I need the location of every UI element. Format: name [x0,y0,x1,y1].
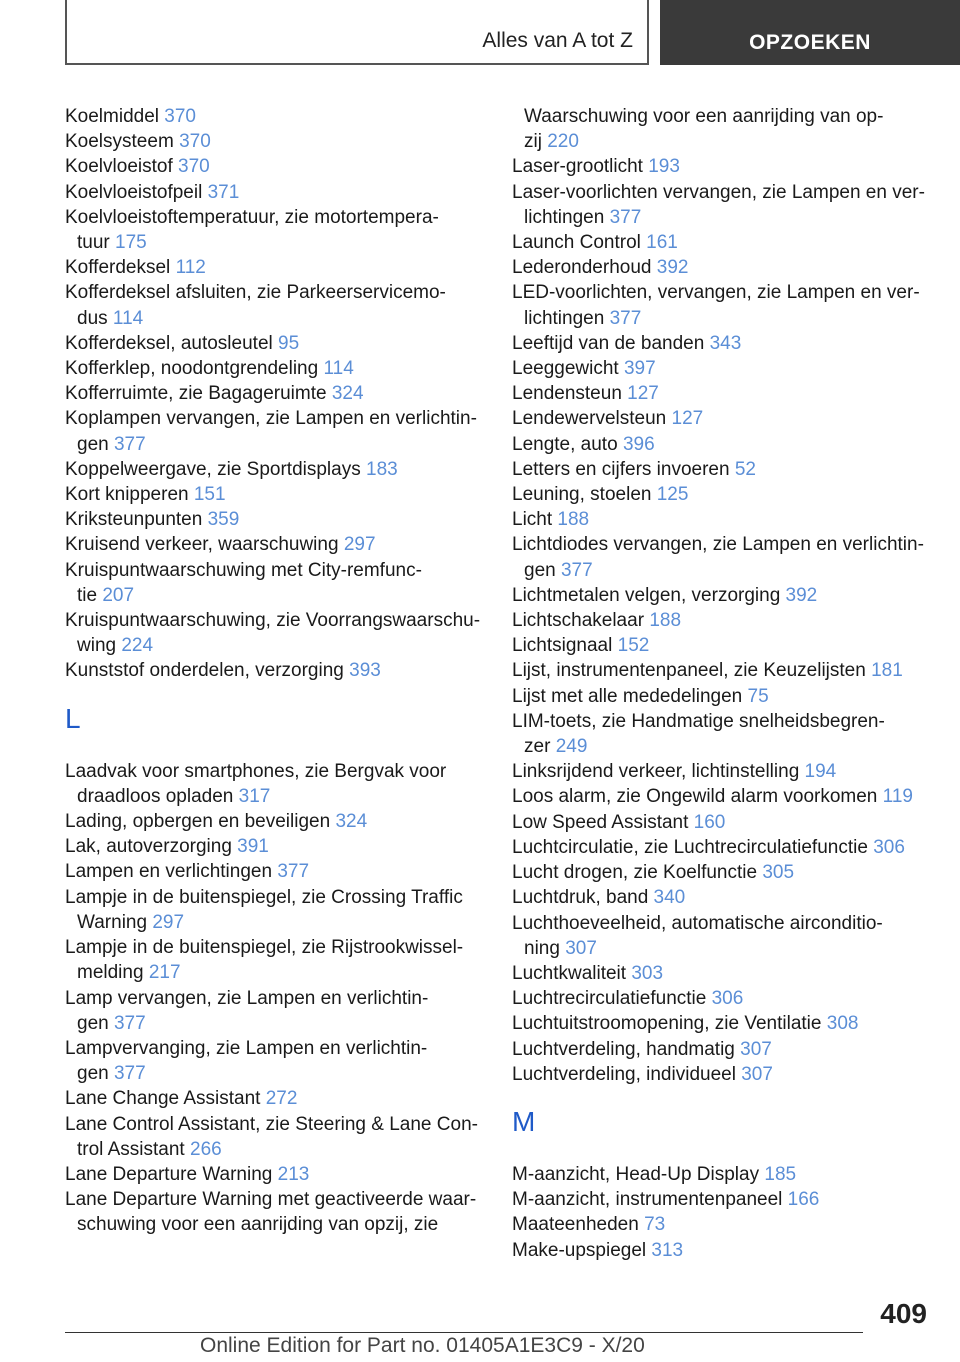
index-entry [512,406,932,431]
entry-continuation: dus [77,307,108,329]
index-entry [512,507,932,532]
entry-text: Lampje in de buitenspiegel, zie Crossing Traffic [65,886,463,908]
page-link[interactable]: 392 [785,584,818,606]
index-entry [65,356,485,381]
entry-text: Lederonderhoud [512,257,652,279]
entry-text: Lane Departure Warning [65,1163,273,1185]
entry-text: Lichtsignaal [512,635,613,657]
entry-text: Kofferruimte, zie Bagageruimte [65,383,327,405]
index-entry [512,280,932,330]
index-entry [512,381,932,406]
entry-text: Lichtschakelaar [512,610,645,632]
page-link[interactable]: 305 [762,862,795,884]
page-link[interactable]: 393 [349,660,381,682]
index-column-right [512,104,932,1263]
index-entry [512,331,932,356]
lookup-tab[interactable] [660,0,960,65]
index-entry [512,230,932,255]
entry-text: Koelmiddel [65,106,159,127]
entry-text: LED-voorlichten, vervangen, zie Lampen en ver- [512,282,920,304]
entry-text: Lane Change Assistant [65,1088,261,1110]
page-link[interactable]: 324 [331,383,364,405]
entry-text: Lampje in de buitenspiegel, zie Rijstrookwissel- [65,937,464,959]
section-tab-label: Alles van A tot Z [482,29,633,52]
page-link[interactable]: 249 [555,736,588,758]
index-entry [512,759,932,784]
page-link[interactable]: 303 [631,962,664,984]
page-link[interactable]: 317 [238,785,271,807]
index-entry [65,180,485,205]
entry-text: Luchtkwaliteit [512,962,627,984]
index-entry [65,608,485,658]
index-entry [65,859,485,884]
page-link[interactable]: 307 [740,1038,772,1060]
entry-continuation: schuwing voor een aanrijding van opzij, zie [77,1214,439,1236]
page-link[interactable]: 377 [560,559,593,581]
page-link[interactable]: 181 [871,660,903,682]
entry-text: Kruispuntwaarschuwing, zie Voorrangswaarschu- [65,610,481,632]
footer-divider [65,1332,863,1333]
page-link[interactable]: 166 [787,1189,820,1211]
page-link[interactable]: 377 [277,861,310,883]
entry-text: Laser-grootlicht [512,156,643,178]
index-entry [512,784,932,809]
entry-text: LIM-toets, zie Handmatige snelheidsbegren- [512,710,885,732]
page-link[interactable]: 297 [152,911,185,933]
index-entry [512,658,932,683]
entry-continuation: lichtingen [524,206,605,228]
entry-text: Linksrijdend verkeer, lichtinstelling [512,761,800,783]
index-entry [512,911,932,961]
page-link[interactable]: 207 [102,584,135,606]
entry-text: Leuning, stoelen [512,484,652,506]
index-entry [65,381,485,406]
index-entry [65,154,485,179]
entry-text: Lendewervelsteun [512,408,667,430]
page-link[interactable]: 220 [547,131,579,153]
entry-text: Lendensteun [512,383,622,405]
entry-continuation: tuur [77,232,110,254]
index-entry [512,633,932,658]
page-link[interactable]: 370 [179,131,211,153]
index-entry [512,1238,932,1263]
index-entry [512,810,932,835]
entry-text: Laser-voorlichten vervangen, zie Lampen en ver- [512,181,925,203]
entry-text: M-aanzicht, Head-Up Display [512,1163,760,1185]
entry-text: Lane Control Assistant, zie Steering & Lane Con- [65,1113,478,1135]
entry-text: Lengte, auto [512,433,618,455]
page-link[interactable]: 397 [623,358,656,380]
entry-text: Lijst, instrumentenpaneel, zie Keuzelijsten [512,660,866,682]
entry-continuation: gen [524,559,556,581]
entry-text: Luchtverdeling, individueel [512,1063,736,1085]
index-entry [512,482,932,507]
page-link[interactable]: 119 [882,786,913,808]
index-entry [65,255,485,280]
page-link[interactable]: 75 [747,685,769,707]
page-link[interactable]: 217 [148,962,181,984]
index-entry [65,809,485,834]
index-entry [65,406,485,456]
entry-text: Kriksteunpunten [65,509,203,531]
page-link[interactable]: 377 [113,433,146,455]
page-link[interactable]: 73 [644,1214,666,1236]
entry-text: Luchtdruk, band [512,887,649,909]
entry-text: Lijst met alle mededelingen [512,685,743,707]
page-link[interactable]: 95 [278,332,300,354]
entry-text: Letters en cijfers invoeren [512,458,730,480]
entry-text: Lichtdiodes vervangen, zie Lampen en verlichtin- [512,534,924,556]
index-entry [512,885,932,910]
index-entry [65,532,485,557]
index-entry [65,507,485,532]
index-entry [512,432,932,457]
index-entry [65,482,485,507]
index-entry [512,608,932,633]
page-link[interactable]: 359 [207,509,240,531]
index-entry [512,583,932,608]
index-entry [65,834,485,859]
entry-text: Luchtverdeling, handmatig [512,1038,735,1060]
entry-continuation: tie [77,584,98,606]
entry-text: Koelvloeistofpeil [65,181,203,203]
entry-continuation: ning [524,937,560,959]
entry-text: Koplampen vervangen, zie Lampen en verlichtin- [65,408,477,430]
page-link[interactable]: 152 [617,635,650,657]
page-link[interactable]: 340 [653,887,686,909]
index-entry [512,986,932,1011]
page-link[interactable]: 151 [193,484,226,506]
page-link[interactable]: 306 [873,836,905,858]
entry-text: Koelsysteem [65,131,174,153]
page-link[interactable]: 313 [651,1239,684,1261]
entry-continuation: draadloos opladen [77,785,234,807]
page-link[interactable]: 183 [366,458,398,480]
page-link[interactable]: 188 [557,509,590,531]
page-link[interactable]: 377 [609,206,642,228]
index-entry-continuation [512,104,932,129]
entry-continuation: lichtingen [524,307,605,329]
page-link[interactable]: 370 [178,156,210,178]
entry-continuation: gen [77,433,109,455]
index-entry [65,457,485,482]
index-entry [512,180,932,230]
page-link[interactable]: 391 [237,836,269,858]
page-link[interactable]: 306 [711,988,744,1010]
index-entry [65,1162,485,1187]
index-entry-continuation [512,129,932,154]
entry-continuation: zer [524,736,551,758]
index-entry [65,1086,485,1111]
entry-text: Luchthoeveelheid, automatische airconditio- [512,912,883,934]
index-entry [65,1036,485,1086]
entry-continuation: melding [77,962,144,984]
page-link[interactable]: 272 [265,1088,298,1110]
page-link[interactable]: 343 [709,332,742,354]
entry-text: Kruisend verkeer, waarschuwing [65,534,339,556]
entry-text: Kruispuntwaarschuwing met City-remfunc- [65,559,422,581]
index-entry [512,1011,932,1036]
page-number: 409 [880,1298,927,1329]
index-entry [65,1112,485,1162]
entry-text: Launch Control [512,232,641,254]
entry-text: Lucht drogen, zie Koelfunctie [512,862,758,884]
entry-text: M-aanzicht, instrumentenpaneel [512,1189,783,1211]
index-entry [65,1187,485,1237]
page-link[interactable]: 175 [115,232,147,254]
index-entry [65,986,485,1036]
entry-text: Lading, opbergen en beveiligen [65,811,331,833]
entry-text: Kofferklep, noodontgrendeling [65,358,319,380]
entry-text: Lampen en verlichtingen [65,861,273,883]
entry-text: Maateenheden [512,1214,639,1236]
entry-text: Luchtuitstroomopening, zie Ventilatie [512,1013,822,1035]
page-link[interactable]: 371 [207,181,240,203]
index-entry [512,1062,932,1087]
page-link[interactable]: 377 [113,1063,146,1085]
page-link[interactable]: 377 [113,1012,146,1034]
page-link[interactable]: 127 [671,408,704,430]
index-entry [512,532,932,582]
entry-text: Licht [512,509,553,531]
index-entry [65,129,485,154]
entry-text: Kofferdeksel afsluiten, zie Parkeerservicemo- [65,282,446,304]
entry-text: Luchtcirculatie, zie Luchtrecirculatiefunctie [512,836,868,858]
entry-continuation: wing [77,635,117,657]
page-link[interactable]: 396 [622,433,655,455]
index-entry [65,558,485,608]
section-tab[interactable] [65,0,649,65]
entry-text: Leeggewicht [512,358,619,380]
page-link[interactable]: 194 [804,761,837,783]
index-column-left [65,104,485,1238]
page-link[interactable]: 224 [121,635,154,657]
entry-text: Kunststof onderdelen, verzorging [65,660,344,682]
section-letter: M [512,1105,536,1137]
page-link[interactable]: 193 [648,156,680,178]
entry-text: Koelvloeistoftemperatuur, zie motortempera- [65,206,439,228]
lookup-tab-label: OPZOEKEN [749,31,871,54]
index-entry [512,684,932,709]
page-link[interactable]: 160 [693,811,726,833]
page-link[interactable]: 185 [764,1163,797,1185]
entry-continuation: gen [77,1063,109,1085]
index-entry [65,205,485,255]
page-link[interactable]: 125 [656,484,689,506]
index-entry [512,154,932,179]
page-link[interactable]: 266 [190,1138,222,1160]
section-letter: L [65,702,81,734]
entry-text: Waarschuwing voor een aanrijding van op- [524,106,884,127]
footer-edition-text: Online Edition for Part no. 01405A1E3C9 - X/20 [200,1334,645,1357]
index-entry [512,457,932,482]
index-entry [65,885,485,935]
entry-text: Lampvervanging, zie Lampen en verlichtin- [65,1037,428,1059]
index-entry [512,1037,932,1062]
index-entry [65,331,485,356]
page-link[interactable]: 112 [175,257,206,279]
page-link[interactable]: 307 [565,937,597,959]
index-entry [512,860,932,885]
page-link[interactable]: 114 [112,307,144,329]
entry-text: Leeftijd van de banden [512,332,705,354]
entry-text: Lane Departure Warning met geactiveerde waar- [65,1189,477,1211]
index-entry [512,356,932,381]
page-link[interactable]: 370 [164,106,196,127]
entry-text: Luchtrecirculatiefunctie [512,988,707,1010]
page-link[interactable]: 307 [741,1063,773,1085]
page-link[interactable]: 52 [734,458,756,480]
entry-text: Lichtmetalen velgen, verzorging [512,584,781,606]
entry-text: Kort knipperen [65,484,189,506]
entry-text: Kofferdeksel, autosleutel [65,332,273,354]
page-link[interactable]: 308 [826,1013,859,1035]
entry-text: Lamp vervangen, zie Lampen en verlichtin- [65,987,429,1009]
page-link[interactable]: 161 [646,232,678,254]
index-entry [512,1162,932,1187]
page-link[interactable]: 114 [323,358,354,380]
page-link[interactable]: 127 [627,383,659,405]
index-entry [512,835,932,860]
entry-text: Laadvak voor smartphones, zie Bergvak voor [65,760,447,782]
entry-continuation: Warning [77,911,148,933]
entry-continuation: trol Assistant [77,1138,185,1160]
index-entry [65,759,485,809]
entry-text: Koelvloeistof [65,156,173,178]
entry-text: Loos alarm, zie Ongewild alarm voorkomen [512,786,878,808]
page-link[interactable]: 188 [649,610,682,632]
entry-text: Low Speed Assistant [512,811,689,833]
entry-text: Make-upspiegel [512,1239,647,1261]
index-entry [512,961,932,986]
page-link[interactable]: 213 [277,1163,310,1185]
entry-text: Lak, autoverzorging [65,836,232,858]
index-entry [65,935,485,985]
index-entry [65,104,485,129]
index-entry [65,280,485,330]
entry-continuation: gen [77,1012,109,1034]
index-entry [512,709,932,759]
index-entry [512,1212,932,1237]
entry-text: Koppelweergave, zie Sportdisplays [65,458,361,480]
entry-text: Kofferdeksel [65,257,171,279]
index-entry [65,658,485,683]
page-link[interactable]: 324 [335,811,368,833]
entry-text: zij [524,131,542,153]
page-link[interactable]: 297 [343,534,376,556]
index-entry [512,255,932,280]
page-link[interactable]: 377 [609,307,642,329]
index-entry [512,1187,932,1212]
page-link[interactable]: 392 [656,257,689,279]
